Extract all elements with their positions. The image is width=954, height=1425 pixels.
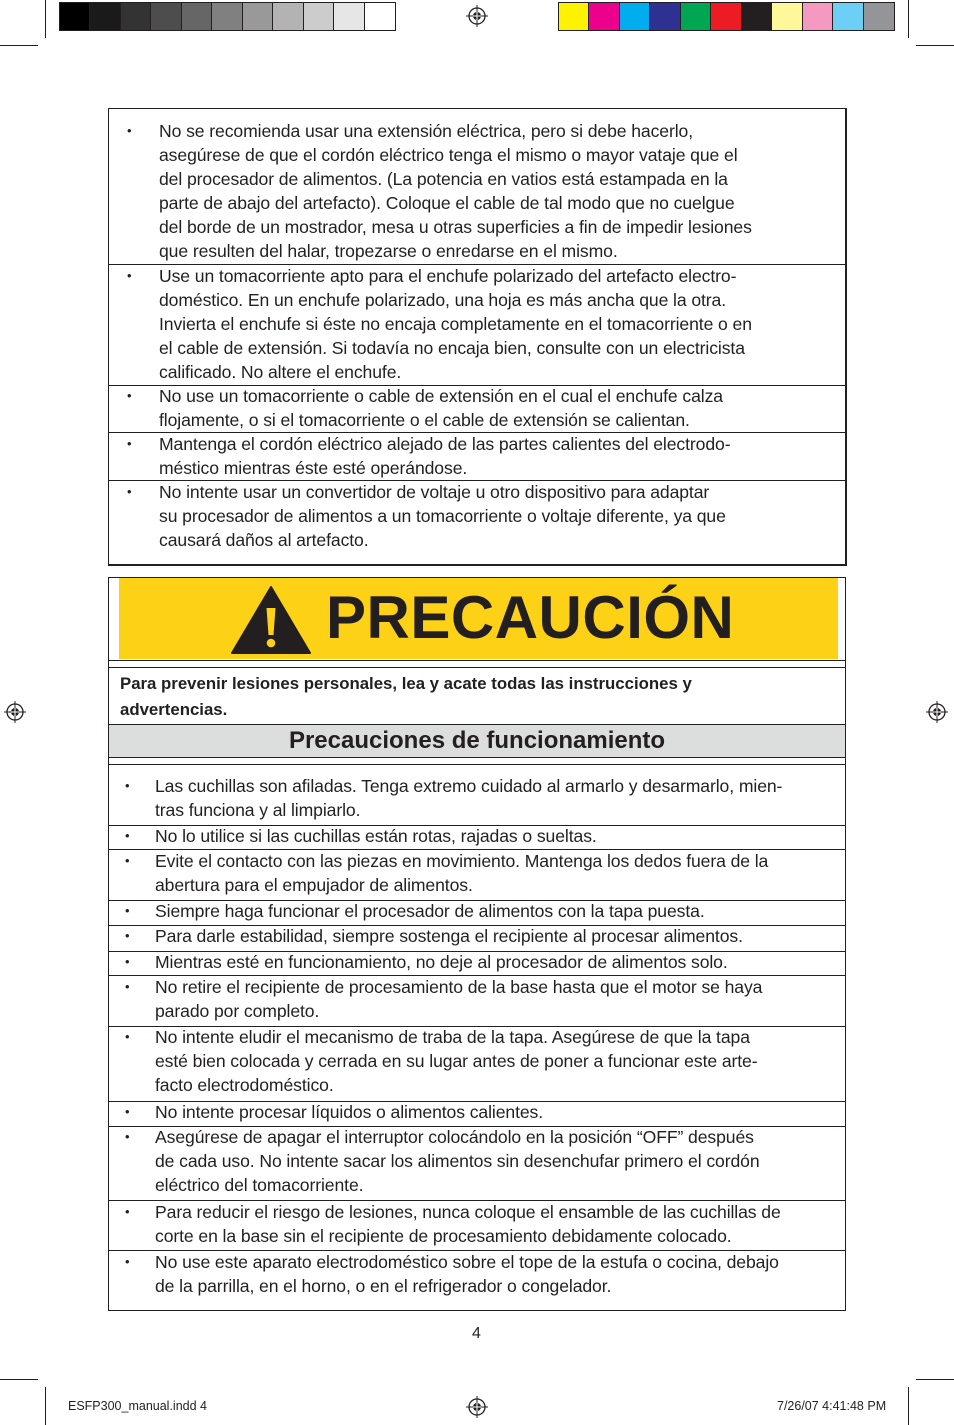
- text-line: tras funciona y al limpiarlo.: [155, 800, 361, 820]
- divider: [109, 1200, 845, 1201]
- text-line: No intente procesar líquidos o alimentos calientes.: [155, 1102, 544, 1122]
- registration-mark-icon: [466, 5, 488, 27]
- list-item-text: [155, 924, 835, 948]
- list-item-text: [155, 1125, 835, 1197]
- text-line: No use este aparato electrodoméstico sobre el tope de la estufa o cocina, debajo: [155, 1252, 779, 1272]
- divider: [109, 1101, 845, 1102]
- list-item-text: [155, 1250, 835, 1298]
- text-line: No intente usar un convertidor de voltaje u otro dispositivo para adaptar: [159, 482, 710, 502]
- text-line: méstico mientras éste esté operándose.: [159, 458, 468, 478]
- bullet: •: [125, 954, 130, 969]
- text-line: Para darle estabilidad, siempre sostenga el recipiente al procesar alimentos.: [155, 926, 743, 946]
- crop-mark: [0, 1379, 38, 1380]
- list-item-text: [159, 480, 835, 552]
- list-item-text: [155, 975, 835, 1023]
- crop-mark: [908, 0, 909, 38]
- divider: [109, 385, 845, 386]
- text-line: No lo utilice si las cuchillas están rotas, rajadas o sueltas.: [155, 826, 597, 846]
- color-swatch: [620, 3, 650, 30]
- color-swatch: [212, 3, 242, 30]
- color-swatch: [90, 3, 120, 30]
- crop-mark: [45, 0, 46, 38]
- divider: [109, 925, 845, 926]
- list-item-text: [155, 824, 835, 848]
- text-line: doméstico. En un enchufe polarizado, una hoja es más ancha que la otra.: [159, 290, 727, 310]
- color-swatch: [559, 3, 589, 30]
- text-line: calificado. No altere el enchufe.: [159, 362, 402, 382]
- bullet: •: [127, 388, 132, 403]
- divider: [109, 660, 845, 661]
- color-swatch: [273, 3, 303, 30]
- registration-mark-icon: [466, 1396, 488, 1418]
- process-color-bar: [558, 2, 895, 31]
- text-line: asegúrese de que el cordón eléctrico tenga el mismo o mayor vataje que el: [159, 145, 738, 165]
- text-line: corte en la base sin el recipiente de procesamiento debidamente colocado.: [155, 1226, 732, 1246]
- text-line: Invierta el enchufe si éste no encaja completamente en el tomacorriente o en: [159, 314, 752, 334]
- bullet: •: [125, 853, 130, 868]
- list-item-text: [155, 1100, 835, 1124]
- divider: [109, 1250, 845, 1251]
- divider: [109, 1126, 845, 1127]
- color-swatch: [304, 3, 334, 30]
- text-line: causará daños al artefacto.: [159, 530, 369, 550]
- divider: [109, 1026, 845, 1027]
- text-line: eléctrico del tomacorriente.: [155, 1175, 364, 1195]
- color-swatch: [742, 3, 772, 30]
- list-item-text: [155, 1200, 835, 1248]
- crop-mark: [0, 45, 38, 46]
- color-swatch: [589, 3, 619, 30]
- list-item-text: [159, 119, 835, 263]
- list-item-text: [159, 432, 835, 480]
- bullet: •: [125, 979, 130, 994]
- text-line: de cada uso. No intente sacar los alimentos sin desenchufar primero el cordón: [155, 1151, 760, 1171]
- text-line: Use un tomacorriente apto para el enchufe polarizado del artefacto electro-: [159, 266, 737, 286]
- color-swatch: [833, 3, 863, 30]
- divider: [109, 480, 845, 481]
- color-swatch: [711, 3, 741, 30]
- bullet: •: [125, 828, 130, 843]
- text-line: Para reducir el riesgo de lesiones, nunca coloque el ensamble de las cuchillas de: [155, 1202, 781, 1222]
- color-swatch: [681, 3, 711, 30]
- caution-intro-line: advertencias.: [120, 700, 228, 719]
- crop-mark: [916, 1379, 954, 1380]
- caution-section-box: [108, 577, 846, 1311]
- text-line: que resulten del halar, tropezarse o enredarse en el mismo.: [159, 241, 618, 261]
- color-swatch: [243, 3, 273, 30]
- text-line: parado por completo.: [155, 1001, 320, 1021]
- page-number: 4: [472, 1325, 481, 1342]
- text-line: parte de abajo del artefacto). Coloque el cable de tal modo que no cuelgue: [159, 193, 735, 213]
- caution-intro-line: Para prevenir lesiones personales, lea y acate todas las instrucciones y: [120, 674, 692, 693]
- caution-intro: [120, 671, 692, 723]
- crop-mark: [45, 1387, 46, 1425]
- divider: [109, 825, 845, 826]
- bullet: •: [125, 1029, 130, 1044]
- footer-filename: ESFP300_manual.indd 4: [68, 1399, 207, 1413]
- color-swatch: [182, 3, 212, 30]
- bullet: •: [125, 1254, 130, 1269]
- divider: [109, 849, 845, 850]
- grayscale-color-bar: [59, 2, 396, 31]
- color-swatch: [121, 3, 151, 30]
- list-item-text: [155, 774, 835, 822]
- text-line: esté bien colocada y cerrada en su lugar antes de poner a funcionar este arte-: [155, 1051, 758, 1071]
- registration-mark-icon: [4, 701, 26, 723]
- bullet: •: [125, 778, 130, 793]
- divider: [109, 975, 845, 976]
- color-swatch: [60, 3, 90, 30]
- color-swatch: [864, 3, 894, 30]
- list-item-text: [155, 849, 835, 897]
- crop-mark: [916, 45, 954, 46]
- text-line: No intente eludir el mecanismo de traba de la tapa. Asegúrese de que la tapa: [155, 1027, 750, 1047]
- bullet: •: [125, 903, 130, 918]
- electrical-warnings-box: [108, 108, 847, 566]
- color-swatch: [803, 3, 833, 30]
- bullet: •: [127, 484, 132, 499]
- divider: [109, 667, 845, 668]
- color-swatch: [151, 3, 181, 30]
- section-heading: Precauciones de funcionamiento: [109, 724, 845, 758]
- list-item-text: [155, 950, 835, 974]
- list-item-text: [159, 384, 835, 432]
- registration-mark-icon: [926, 701, 948, 723]
- divider: [109, 951, 845, 952]
- bullet: •: [127, 123, 132, 138]
- text-line: Mantenga el cordón eléctrico alejado de las partes calientes del electrodo-: [159, 434, 731, 454]
- divider: [109, 900, 845, 901]
- crop-mark: [908, 1387, 909, 1425]
- footer-timestamp: 7/26/07 4:41:48 PM: [777, 1399, 887, 1413]
- caution-title: PRECAUCIÓN: [326, 584, 735, 651]
- text-line: No se recomienda usar una extensión eléctrica, pero si debe hacerlo,: [159, 121, 694, 141]
- list-item-text: [155, 1025, 835, 1097]
- color-swatch: [650, 3, 680, 30]
- bullet: •: [125, 1104, 130, 1119]
- text-line: Siempre haga funcionar el procesador de alimentos con la tapa puesta.: [155, 901, 705, 921]
- text-line: del procesador de alimentos. (La potencia en vatios está estampada en la: [159, 169, 728, 189]
- divider: [109, 764, 845, 765]
- list-item-text: [159, 264, 835, 384]
- divider: [109, 432, 845, 433]
- divider: [109, 264, 845, 265]
- bullet: •: [125, 928, 130, 943]
- text-line: abertura para el empujador de alimentos.: [155, 875, 473, 895]
- bullet: •: [127, 436, 132, 451]
- text-line: el cable de extensión. Si todavía no encaja bien, consulte con un electricista: [159, 338, 745, 358]
- text-line: su procesador de alimentos a un tomacorriente o voltaje diferente, ya que: [159, 506, 726, 526]
- caution-banner: [119, 578, 838, 659]
- text-line: No retire el recipiente de procesamiento de la base hasta que el motor se haya: [155, 977, 763, 997]
- color-swatch: [772, 3, 802, 30]
- text-line: No use un tomacorriente o cable de extensión en el cual el enchufe calza: [159, 386, 723, 406]
- bullet: •: [127, 268, 132, 283]
- list-item-text: [155, 899, 835, 923]
- text-line: facto electrodoméstico.: [155, 1075, 334, 1095]
- text-line: del borde de un mostrador, mesa u otras superficies a fin de impedir lesiones: [159, 217, 752, 237]
- bullet: •: [125, 1204, 130, 1219]
- color-swatch: [334, 3, 364, 30]
- text-line: flojamente, o si el tomacorriente o el cable de extensión se calientan.: [159, 410, 690, 430]
- color-swatch: [365, 3, 395, 30]
- bullet: •: [125, 1129, 130, 1144]
- text-line: Evite el contacto con las piezas en movimiento. Mantenga los dedos fuera de la: [155, 851, 769, 871]
- text-line: Asegúrese de apagar el interruptor colocándolo en la posición “OFF” después: [155, 1127, 754, 1147]
- warning-triangle-icon: [229, 584, 313, 656]
- text-line: Las cuchillas son afiladas. Tenga extremo cuidado al armarlo y desarmarlo, mien-: [155, 776, 783, 796]
- text-line: Mientras esté en funcionamiento, no deje al procesador de alimentos solo.: [155, 952, 728, 972]
- text-line: de la parrilla, en el horno, o en el refrigerador o congelador.: [155, 1276, 612, 1296]
